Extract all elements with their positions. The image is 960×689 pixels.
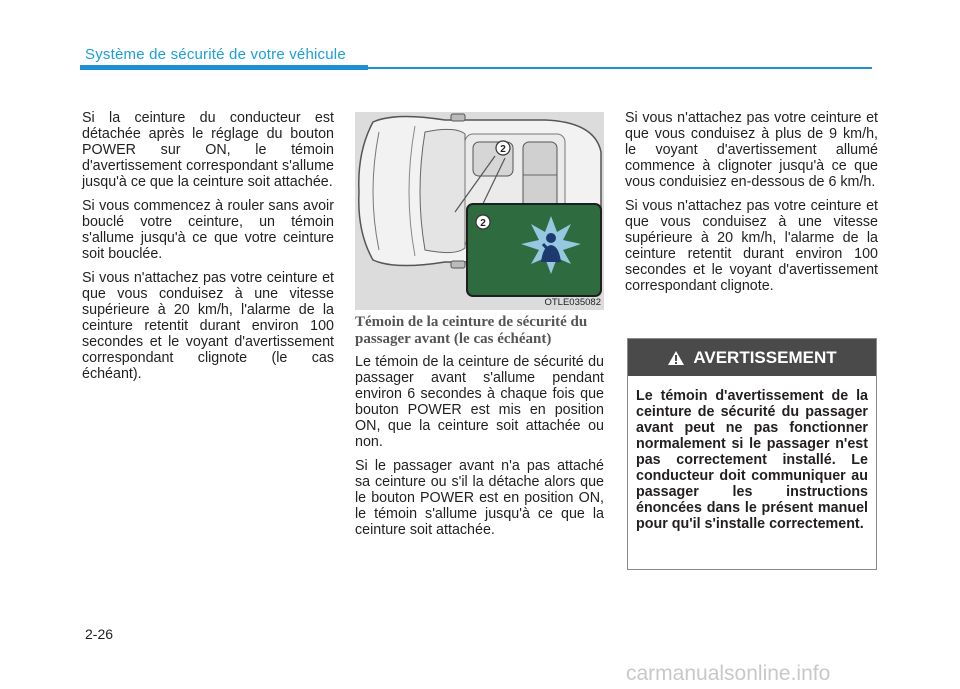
svg-text:2: 2 — [480, 218, 486, 229]
paragraph: Si vous n'attachez pas votre ceinture et que vous conduisez à une vitesse supérieure à 20 km/h, l'alarme de la ceinture retentit durant environ 100 secondes et le voyant d'avertissement correspondant clignote. — [625, 198, 878, 294]
section-title: Système de sécurité de votre véhicule — [85, 46, 346, 63]
warning-text: Le témoin d'avertissement de la ceinture de sécurité du passager avant peut ne pas fonctionner normalement si le passager n'est pas correctement installé. Le conducteur doit communiquer au passager les instructions énoncées dans le présent manuel pour qu'il s'installe correctement. — [636, 388, 868, 532]
column-1 — [82, 110, 334, 390]
warning-title: AVERTISSEMENT — [693, 347, 837, 367]
subheading: Témoin de la ceinture de sécurité du passager avant (le cas échéant) — [355, 314, 588, 347]
paragraph: Si vous n'attachez pas votre ceinture et que vous conduisez à une vitesse supérieure à 20 km/h, l'alarme de la ceinture retentit durant environ 100 secondes et le voyant d'avertissement correspondant clignote (le cas échéant). — [82, 270, 334, 382]
car-top-view-illustration — [355, 112, 604, 310]
warning-header — [628, 339, 876, 376]
warning-box — [627, 338, 877, 570]
paragraph: Si la ceinture du conducteur est détachée après le réglage du bouton POWER sur ON, le témoin d'avertissement correspondant s'allume jusqu'à ce que la ceinture soit attachée. — [82, 110, 334, 190]
car-seatbelt-figure — [355, 112, 604, 310]
paragraph: Si vous n'attachez pas votre ceinture et que vous conduisez à plus de 9 km/h, le voyant d'avertissement allumé commence à clignoter jusqu'à ce que vous conduisiez en-dessous de 6 km/h. — [625, 110, 878, 190]
page-number: 2-26 — [85, 626, 114, 642]
paragraph: Si le passager avant n'a pas attaché sa ceinture ou s'il la détache alors que le bouton POWER est en position ON, le témoin s'allume jusqu'à ce que la ceinture soit attachée. — [355, 458, 604, 538]
watermark: carmanualsonline.info — [626, 662, 831, 685]
column-3 — [625, 110, 878, 302]
warning-triangle-icon — [667, 350, 685, 366]
figure-caption: OTLE035082 — [544, 297, 601, 308]
paragraph: Le témoin de la ceinture de sécurité du passager avant s'allume pendant environ 6 secondes à chaque fois que bouton POWER est mis en position ON, que la ceinture soit attachée ou non. — [355, 354, 604, 450]
header-rule — [368, 67, 872, 69]
header-bar-thick — [80, 65, 368, 70]
svg-text:2: 2 — [500, 144, 506, 155]
paragraph: Si vous commencez à rouler sans avoir bouclé votre ceinture, un témoin s'allume jusqu'à ce que votre ceinture soit bouclée. — [82, 198, 334, 262]
column-2 — [355, 314, 604, 546]
